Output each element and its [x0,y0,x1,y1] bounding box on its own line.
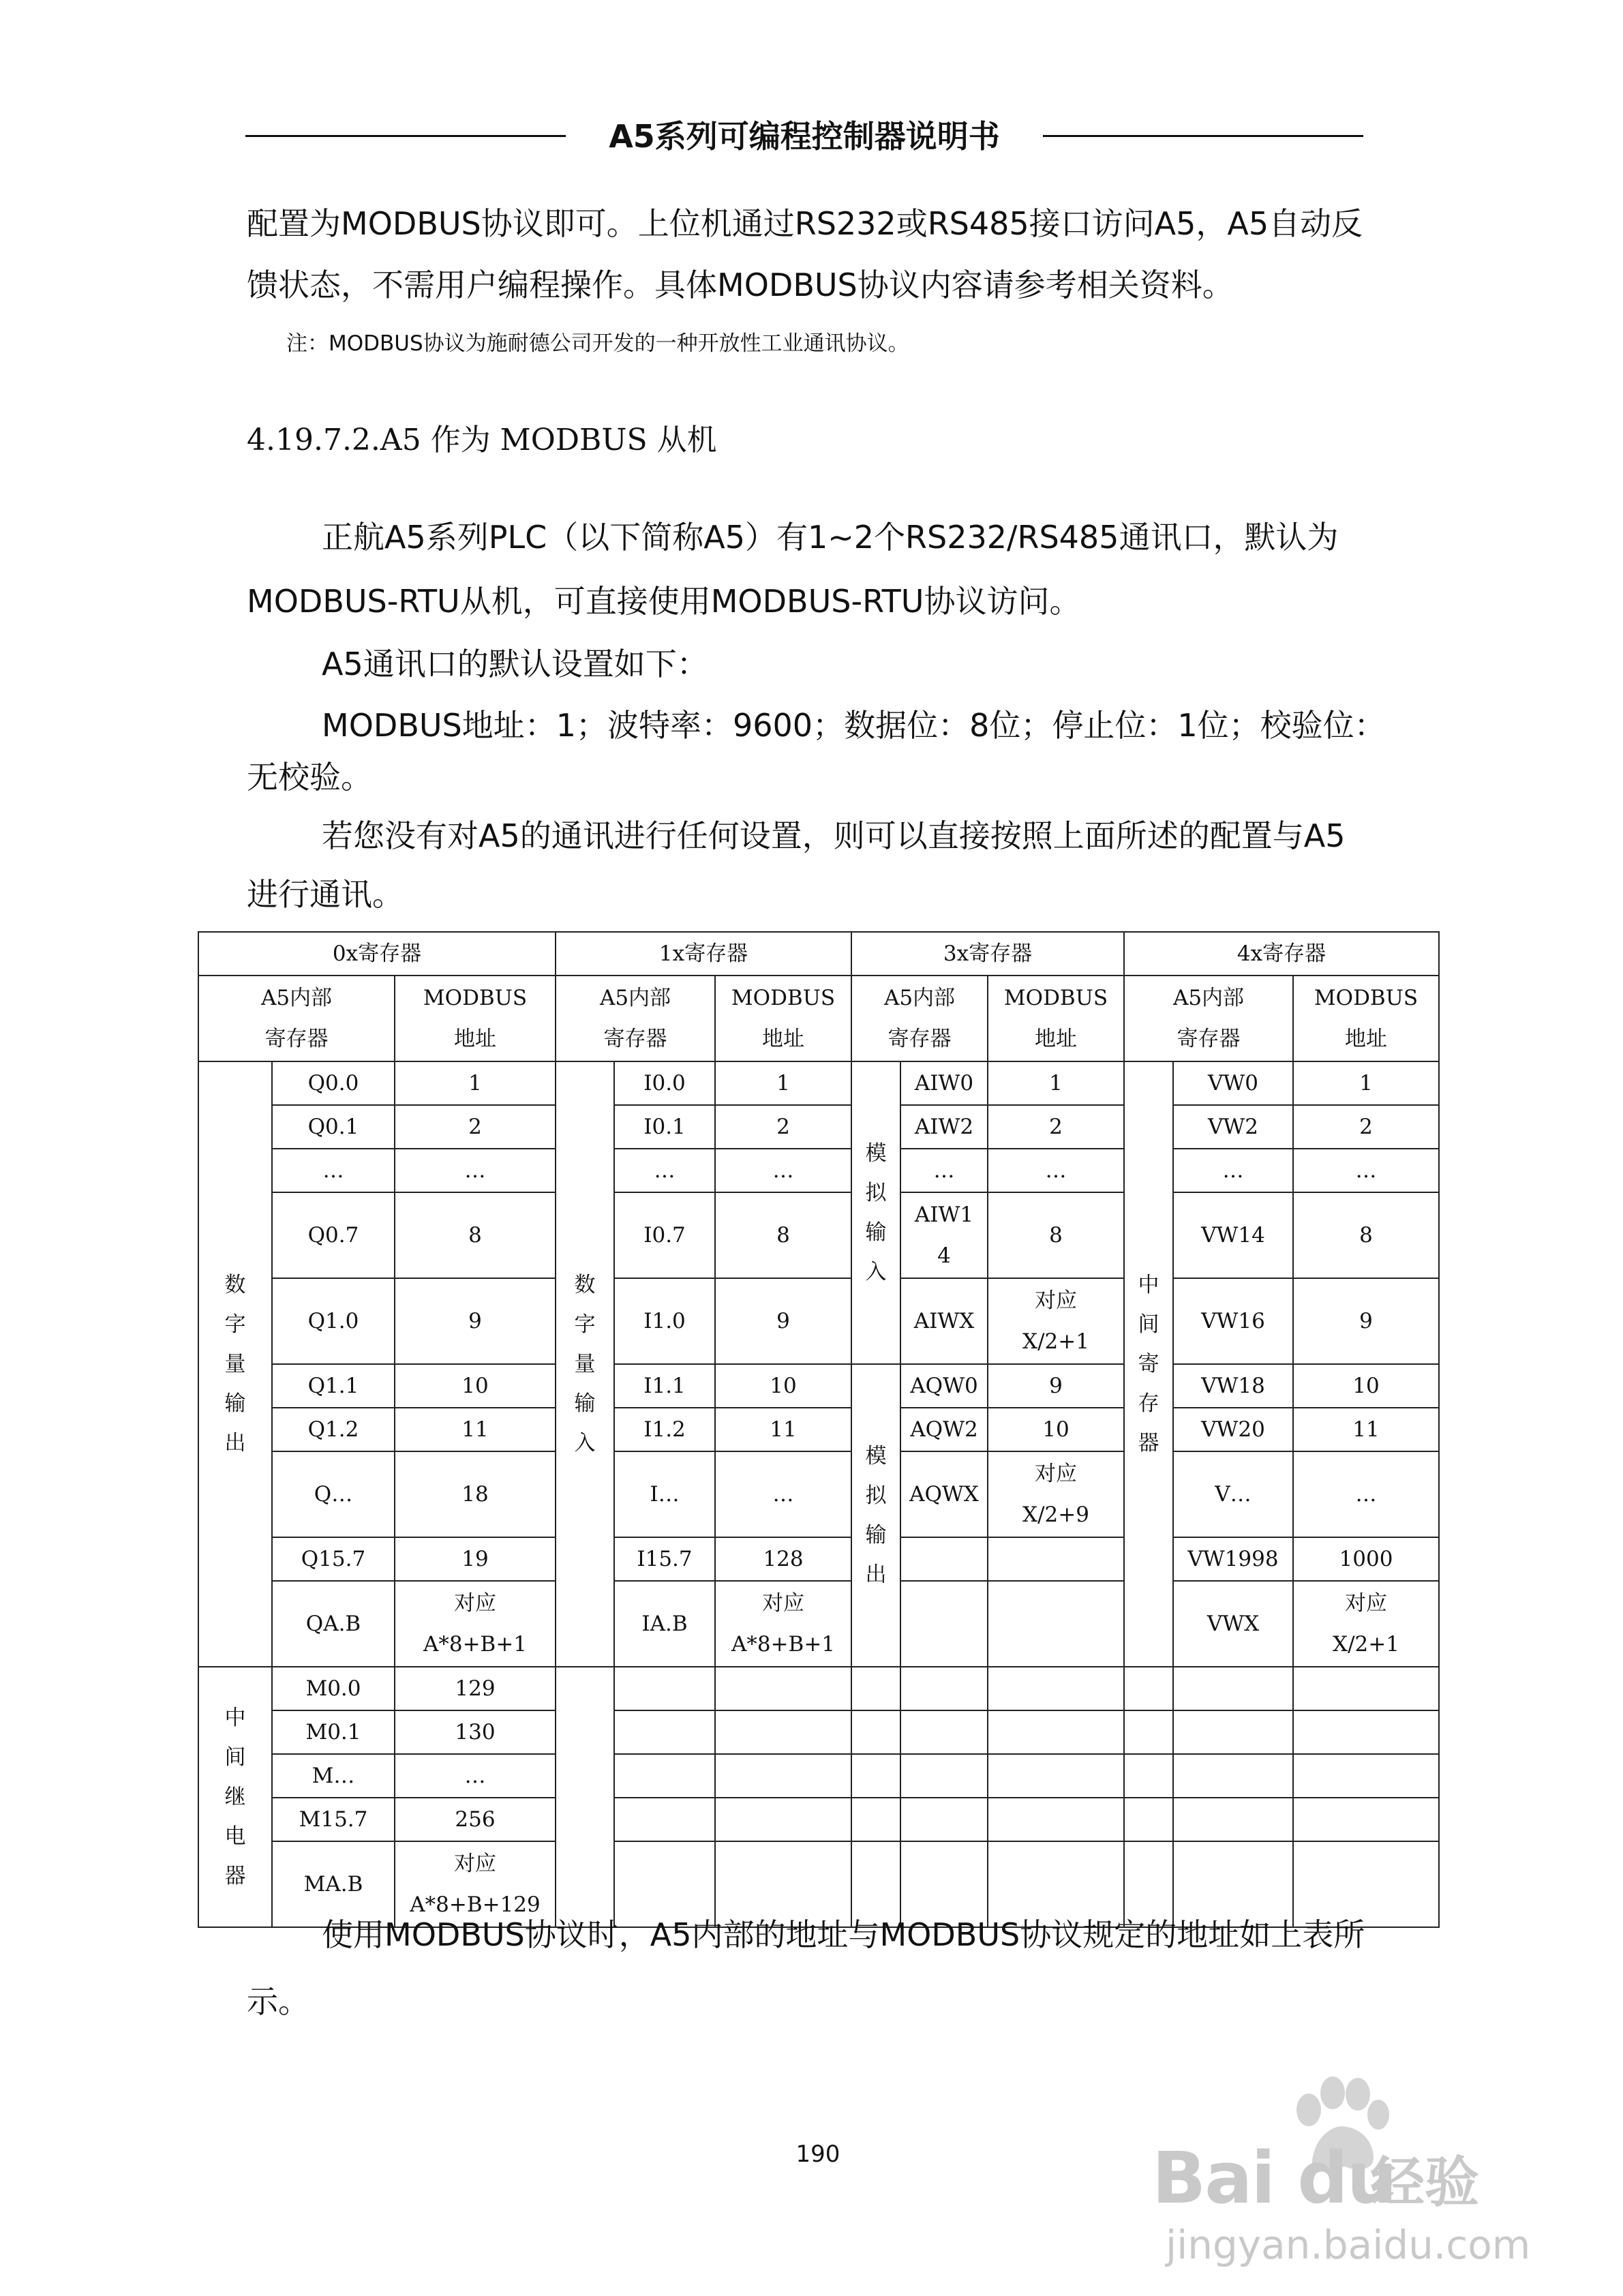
table-row [198,1754,1439,1798]
v-register: … [1173,1149,1293,1192]
sub-header-modbus: MODBUS 地址 [715,976,851,1061]
i-register: I… [614,1451,715,1537]
sub-header-row [198,976,1439,1061]
q-register: Q1.1 [272,1364,395,1408]
i-address: 128 [715,1537,851,1581]
header-rule-right [1043,135,1363,137]
header-rule-left [245,135,566,137]
v-register: VWX [1173,1581,1293,1667]
i-register: I1.0 [614,1278,715,1364]
empty-cell [715,1754,851,1798]
side-label-middle-register: 中 间 寄 存 器 [1124,1061,1173,1667]
side-label-analog-output: 模 拟 输 出 [851,1364,900,1667]
paragraph-2-line-2: MODBUS-RTU从机，可直接使用MODBUS-RTU协议访问。 [247,583,1081,620]
i-address: 1 [715,1061,851,1105]
q-register: QA.B [272,1581,395,1667]
v-register: V… [1173,1451,1293,1537]
i-address: 8 [715,1192,851,1278]
empty-cell [851,1754,900,1798]
paragraph-5-line-1: 若您没有对A5的通讯进行任何设置，则可以直接按照上面所述的配置与A5 [322,817,1346,854]
table-row [198,1798,1439,1841]
side-label-digital-output: 数 字 量 输 出 [198,1061,272,1667]
v-address: 1 [1293,1061,1439,1105]
paragraph-5-line-2: 进行通讯。 [247,876,404,913]
ai-register: AIWX [900,1278,988,1364]
empty-cell [1293,1754,1439,1798]
v-register: VW18 [1173,1364,1293,1408]
table-row [198,1278,1439,1364]
table-row [198,1537,1439,1581]
m-register: M… [272,1754,395,1798]
table-row [198,1667,1439,1710]
table-row [198,1408,1439,1451]
v-register: VW0 [1173,1061,1293,1105]
empty-cell [614,1798,715,1841]
table-row [198,1149,1439,1192]
empty-cell [900,1537,988,1581]
ai-address: 2 [988,1105,1124,1149]
empty-cell [900,1667,988,1710]
empty-cell [900,1798,988,1841]
sub-header-modbus: MODBUS 地址 [395,976,556,1061]
m-address: … [395,1754,556,1798]
i-address: 11 [715,1408,851,1451]
empty-cell [715,1667,851,1710]
group-header: 0x寄存器 [198,932,556,976]
table-row [198,1451,1439,1537]
empty-cell [988,1710,1124,1754]
empty-cell [988,1667,1124,1710]
v-address: 9 [1293,1278,1439,1364]
v-register: VW14 [1173,1192,1293,1278]
v-address: … [1293,1451,1439,1537]
paragraph-2-line-1: 正航A5系列PLC（以下简称A5）有1~2个RS232/RS485通讯口，默认为 [322,519,1339,556]
empty-cell [614,1710,715,1754]
m-address: 129 [395,1667,556,1710]
q-address: 18 [395,1451,556,1537]
v-register: VW2 [1173,1105,1293,1149]
v-register: VW1998 [1173,1537,1293,1581]
q-address: 1 [395,1061,556,1105]
ai-address: 对应 X/2+1 [988,1278,1124,1364]
empty-cell [1293,1667,1439,1710]
empty-cell [1293,1798,1439,1841]
empty-cell [1293,1710,1439,1754]
v-address: 2 [1293,1105,1439,1149]
group-header-row [198,932,1439,976]
empty-cell [988,1754,1124,1798]
table-row [198,1105,1439,1149]
empty-cell [988,1537,1124,1581]
empty-cell [900,1754,988,1798]
watermark-logo: Bai du [1152,2136,1396,2220]
i-register: I1.2 [614,1408,715,1451]
v-address: … [1293,1149,1439,1192]
q-register: Q1.0 [272,1278,395,1364]
m-register: MA.B [272,1841,395,1927]
i-address: 9 [715,1278,851,1364]
empty-cell [1173,1667,1293,1710]
table-row [198,1192,1439,1278]
paragraph-4-line-2: 无校验。 [247,759,372,796]
sub-header-internal: A5内部 寄存器 [1124,976,1293,1061]
empty-cell [1173,1754,1293,1798]
v-register: VW20 [1173,1408,1293,1451]
empty-cell [1173,1798,1293,1841]
v-address: 1000 [1293,1537,1439,1581]
empty-cell [556,1667,614,1927]
ai-register: AIW0 [900,1061,988,1105]
q-register: Q… [272,1451,395,1537]
paragraph-6-line-2: 示。 [247,1983,309,2020]
empty-cell [851,1798,900,1841]
empty-cell [851,1710,900,1754]
empty-cell [988,1798,1124,1841]
m-register: M15.7 [272,1798,395,1841]
sub-header-modbus: MODBUS 地址 [1293,976,1439,1061]
empty-cell [614,1667,715,1710]
i-register: IA.B [614,1581,715,1667]
group-header: 4x寄存器 [1124,932,1439,976]
side-label-middle-relay: 中 间 继 电 器 [198,1667,272,1927]
page-number: 190 [795,2141,840,2168]
i-register: I0.0 [614,1061,715,1105]
page-header [245,115,1363,162]
empty-cell [1124,1667,1173,1710]
paragraph-1-line-2: 馈状态，不需用户编程操作。具体MODBUS协议内容请参考相关资料。 [247,267,1234,303]
i-register: I15.7 [614,1537,715,1581]
side-label-digital-input: 数 字 量 输 入 [556,1061,614,1667]
v-address: 11 [1293,1408,1439,1451]
empty-cell [851,1667,900,1710]
empty-cell [1124,1798,1173,1841]
q-register: Q0.0 [272,1061,395,1105]
aq-address: 9 [988,1364,1124,1408]
m-register: M0.0 [272,1667,395,1710]
footnote: 注：MODBUS协议为施耐德公司开发的一种开放性工业通讯协议。 [286,331,909,356]
v-address: 10 [1293,1364,1439,1408]
side-label-analog-input: 模 拟 输 入 [851,1061,900,1364]
q-register: … [272,1149,395,1192]
empty-cell [715,1710,851,1754]
i-register: I0.1 [614,1105,715,1149]
v-address: 8 [1293,1192,1439,1278]
ai-address: … [988,1149,1124,1192]
ai-address: 8 [988,1192,1124,1278]
baidu-watermark [1152,2072,1561,2268]
i-address: … [715,1149,851,1192]
paragraph-6-line-1: 使用MODBUS协议时，A5内部的地址与MODBUS协议规定的地址如上表所 [322,1916,1365,1953]
i-register: … [614,1149,715,1192]
empty-cell [1124,1754,1173,1798]
watermark-url: jingyan.baidu.com [1166,2222,1531,2268]
empty-cell [1124,1710,1173,1754]
paragraph-3: A5通讯口的默认设置如下： [322,646,708,682]
i-address: 对应 A*8+B+1 [715,1581,851,1667]
q-address: 对应 A*8+B+1 [395,1581,556,1667]
m-address: 130 [395,1710,556,1754]
aq-register: AQW0 [900,1364,988,1408]
ai-register: AIW1 4 [900,1192,988,1278]
group-header: 3x寄存器 [851,932,1124,976]
q-address: 11 [395,1408,556,1451]
m-address: 对应 A*8+B+129 [395,1841,556,1927]
empty-cell [988,1581,1124,1667]
q-register: Q0.7 [272,1192,395,1278]
empty-cell [715,1798,851,1841]
q-address: … [395,1149,556,1192]
i-address: … [715,1451,851,1537]
q-address: 8 [395,1192,556,1278]
sub-header-internal: A5内部 寄存器 [556,976,715,1061]
empty-cell [900,1581,988,1667]
register-mapping-table [198,931,1440,1928]
q-address: 9 [395,1278,556,1364]
watermark-sub: 经验 [1370,2151,1479,2214]
table-row [198,1364,1439,1408]
ai-register: … [900,1149,988,1192]
aq-address: 对应 X/2+9 [988,1451,1124,1537]
document-title: A5系列可编程控制器说明书 [609,118,1000,155]
q-register: Q15.7 [272,1537,395,1581]
sub-header-internal: A5内部 寄存器 [851,976,988,1061]
v-address: 对应 X/2+1 [1293,1581,1439,1667]
i-register: I0.7 [614,1192,715,1278]
paragraph-4-line-1: MODBUS地址：1；波特率：9600；数据位：8位；停止位：1位；校验位： [322,707,1386,744]
q-address: 19 [395,1537,556,1581]
ai-register: AIW2 [900,1105,988,1149]
table-row [198,1061,1439,1105]
i-address: 10 [715,1364,851,1408]
aq-register: AQWX [900,1451,988,1537]
table-row [198,1710,1439,1754]
ai-address: 1 [988,1061,1124,1105]
aq-address: 10 [988,1408,1124,1451]
v-register: VW16 [1173,1278,1293,1364]
m-register: M0.1 [272,1710,395,1754]
aq-register: AQW2 [900,1408,988,1451]
q-address: 10 [395,1364,556,1408]
section-heading: 4.19.7.2.A5 作为 MODBUS 从机 [247,423,717,457]
empty-cell [1173,1710,1293,1754]
i-address: 2 [715,1105,851,1149]
empty-cell [614,1754,715,1798]
table-row [198,1581,1439,1667]
q-address: 2 [395,1105,556,1149]
group-header: 1x寄存器 [556,932,851,976]
sub-header-modbus: MODBUS 地址 [988,976,1124,1061]
i-register: I1.1 [614,1364,715,1408]
paragraph-1-line-1: 配置为MODBUS协议即可。上位机通过RS232或RS485接口访问A5，A5自动反 [247,205,1363,242]
empty-cell [900,1710,988,1754]
m-address: 256 [395,1798,556,1841]
sub-header-internal: A5内部 寄存器 [198,976,395,1061]
q-register: Q1.2 [272,1408,395,1451]
q-register: Q0.1 [272,1105,395,1149]
